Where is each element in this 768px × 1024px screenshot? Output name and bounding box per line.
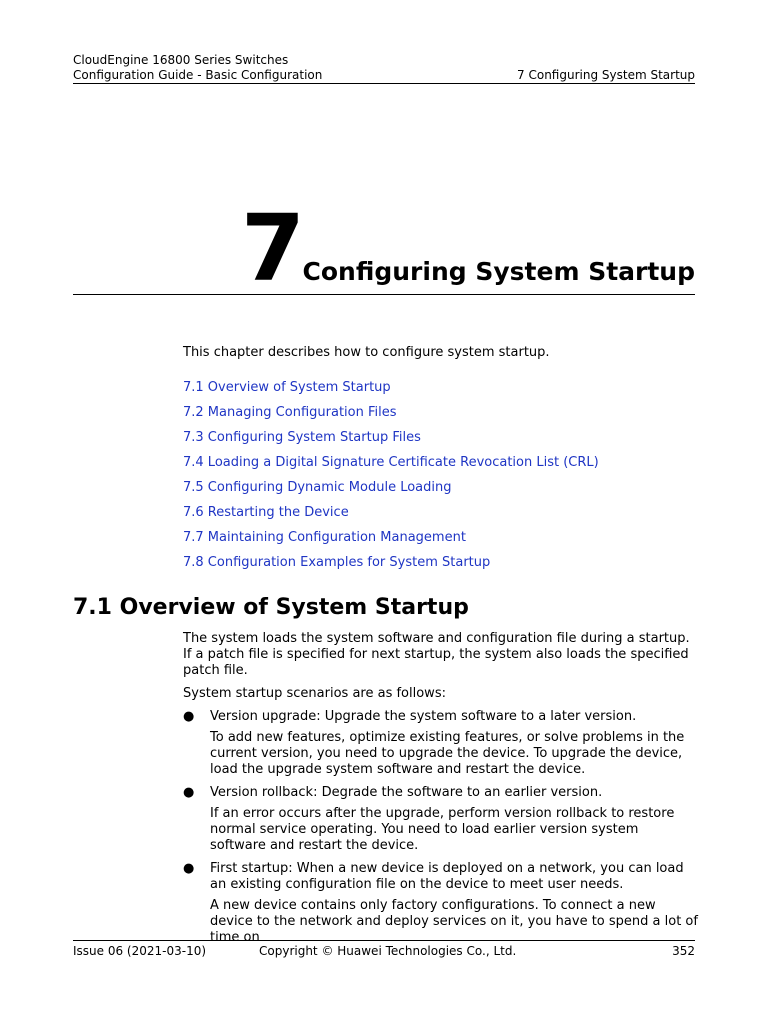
header-guide: Configuration Guide - Basic Configuration bbox=[73, 68, 323, 82]
toc-item bbox=[183, 504, 599, 529]
bullet-icon: ● bbox=[183, 785, 195, 800]
scenario-list bbox=[183, 709, 698, 946]
list-item bbox=[183, 861, 698, 946]
chapter-divider bbox=[73, 294, 695, 295]
page-header bbox=[73, 53, 695, 84]
toc-link-7-8[interactable]: 7.8 Configuration Examples for System Startup bbox=[183, 555, 491, 570]
chapter-intro: This chapter describes how to configure system startup. bbox=[183, 345, 550, 360]
toc-link-7-6[interactable]: 7.6 Restarting the Device bbox=[183, 505, 349, 520]
section-paragraph: The system loads the system software and configuration file during a startup. If a patch file is specified for next startup, the system also loads the specified patch file. bbox=[183, 631, 690, 678]
toc-link-7-7[interactable]: 7.7 Maintaining Configuration Management bbox=[183, 530, 466, 545]
toc-item bbox=[183, 479, 599, 504]
page-number: 352 bbox=[672, 944, 695, 958]
list-item-lead: Version upgrade: Upgrade the system software to a later version. bbox=[210, 709, 637, 724]
toc-link-7-5[interactable]: 7.5 Configuring Dynamic Module Loading bbox=[183, 480, 452, 495]
toc-item bbox=[183, 529, 599, 554]
list-item-lead: Version rollback: Degrade the software to an earlier version. bbox=[210, 785, 603, 800]
bullet-icon: ● bbox=[183, 861, 195, 876]
list-item-lead: First startup: When a new device is deployed on a network, you can load an existing configuration file on the device to meet user needs. bbox=[210, 861, 684, 892]
list-item-detail: A new device contains only factory configurations. To connect a new device to the network and deploy services on it, you have to spend a lot of time on bbox=[210, 898, 698, 945]
toc-link-7-1[interactable]: 7.1 Overview of System Startup bbox=[183, 380, 391, 395]
toc-item bbox=[183, 429, 599, 454]
toc-link-7-2[interactable]: 7.2 Managing Configuration Files bbox=[183, 405, 397, 420]
toc-link-7-4[interactable]: 7.4 Loading a Digital Signature Certificate Revocation List (CRL) bbox=[183, 455, 599, 470]
footer-copyright: Copyright © Huawei Technologies Co., Ltd. bbox=[259, 944, 517, 958]
header-chapter: 7 Configuring System Startup bbox=[517, 68, 695, 82]
header-product: CloudEngine 16800 Series Switches bbox=[73, 53, 289, 67]
list-item-detail: If an error occurs after the upgrade, perform version rollback to restore normal service operating. You need to load earlier version system software and restart the device. bbox=[210, 806, 675, 853]
chapter-toc bbox=[183, 379, 599, 579]
list-item bbox=[183, 785, 698, 854]
toc-item bbox=[183, 554, 599, 579]
header-row bbox=[73, 68, 695, 84]
footer-issue: Issue 06 (2021-03-10) bbox=[73, 944, 207, 958]
list-item-detail: To add new features, optimize existing features, or solve problems in the current version, you need to upgrade the device. To upgrade the device, load the upgrade system software and restart the device. bbox=[210, 730, 685, 777]
toc-item bbox=[183, 404, 599, 429]
section-body bbox=[183, 631, 698, 953]
bullet-icon: ● bbox=[183, 709, 195, 724]
list-item bbox=[183, 709, 698, 778]
toc-item bbox=[183, 379, 599, 404]
chapter-title: Configuring System Startup bbox=[302, 257, 695, 286]
chapter-number: 7 bbox=[240, 195, 305, 302]
toc-item bbox=[183, 454, 599, 479]
section-paragraph: System startup scenarios are as follows: bbox=[183, 686, 446, 701]
section-title: 7.1 Overview of System Startup bbox=[73, 595, 469, 620]
page-footer bbox=[73, 940, 695, 958]
toc-link-7-3[interactable]: 7.3 Configuring System Startup Files bbox=[183, 430, 421, 445]
